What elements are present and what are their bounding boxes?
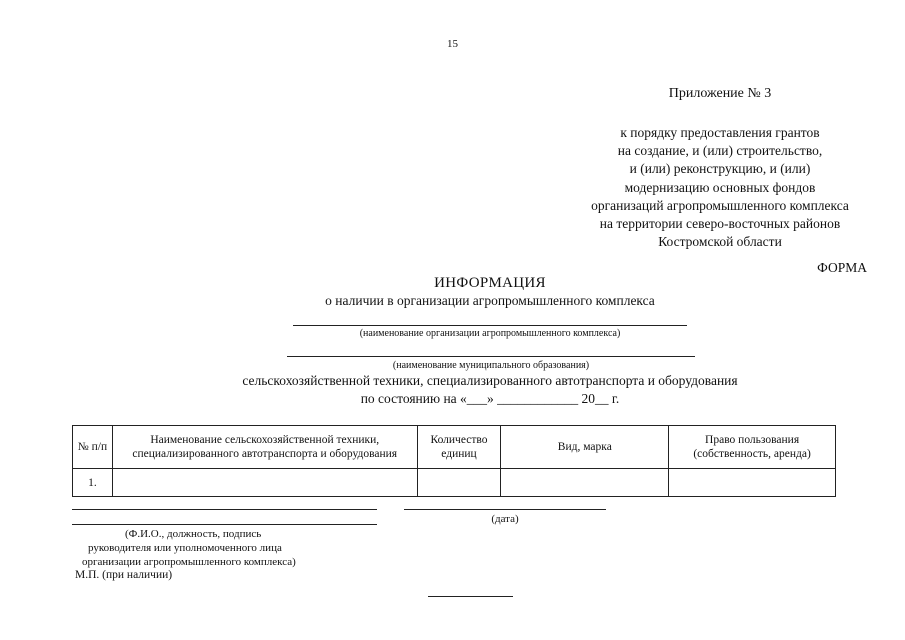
signature-caption-2: руководителя или уполномоченного лица	[88, 542, 282, 554]
municipality-caption: (наименование муниципального образования)	[392, 360, 590, 371]
col-quantity: Количество единиц	[417, 426, 501, 469]
signature-line-1	[72, 509, 377, 510]
order-line: организаций агропромышленного комплекса	[591, 197, 849, 213]
info-title: ИНФОРМАЦИЯ	[434, 275, 546, 291]
form-label: ФОРМА	[817, 260, 867, 275]
municipality-line	[287, 356, 695, 357]
as-of-date-line: по состоянию на «___» ____________ 20__ г.	[360, 391, 620, 406]
order-line: Костромской области	[658, 234, 782, 250]
table-cell	[112, 469, 417, 497]
equipment-line: сельскохозяйственной техники, специализированного автотранспорта и оборудования	[242, 373, 738, 388]
col-usage-right: Право пользования (собственность, аренда)	[669, 426, 836, 469]
stamp-note: М.П. (при наличии)	[75, 569, 173, 581]
table-cell	[501, 469, 669, 497]
order-line: на создание, и (или) строительство,	[617, 143, 823, 159]
signature-caption-1: (Ф.И.О., должность, подпись	[125, 528, 262, 540]
date-line	[404, 509, 606, 510]
signature-line-2	[72, 524, 377, 525]
order-reference	[560, 124, 880, 251]
appendix-title: Приложение № 3	[668, 86, 772, 101]
col-type-brand: Вид, марка	[501, 426, 669, 469]
col-name: Наименование сельскохозяйственной техники, специализированного автотранспорта и оборудования	[112, 426, 417, 469]
org-name-caption: (наименование организации агропромышленного комплекса)	[359, 328, 621, 339]
order-line: к порядку предоставления грантов	[620, 125, 820, 140]
col-number: № п/п	[73, 426, 113, 469]
table-cell	[669, 469, 836, 497]
signature-caption-3: организации агропромышленного комплекса)	[82, 556, 296, 568]
order-line: на территории северо-восточных районов	[599, 216, 841, 232]
page-number: 15	[447, 38, 458, 50]
table-cell	[417, 469, 501, 497]
table-header-row	[73, 426, 836, 469]
table-row	[73, 469, 836, 497]
footer-separator	[428, 596, 513, 597]
date-caption: (дата)	[491, 513, 519, 525]
equipment-table	[72, 425, 836, 497]
table-cell: 1.	[73, 469, 113, 497]
info-subtitle: о наличии в организации агропромышленного комплекса	[325, 293, 655, 308]
order-line: модернизацию основных фондов	[624, 179, 816, 195]
org-name-line	[293, 325, 687, 326]
order-line: и (или) реконструкцию, и (или)	[629, 161, 811, 177]
